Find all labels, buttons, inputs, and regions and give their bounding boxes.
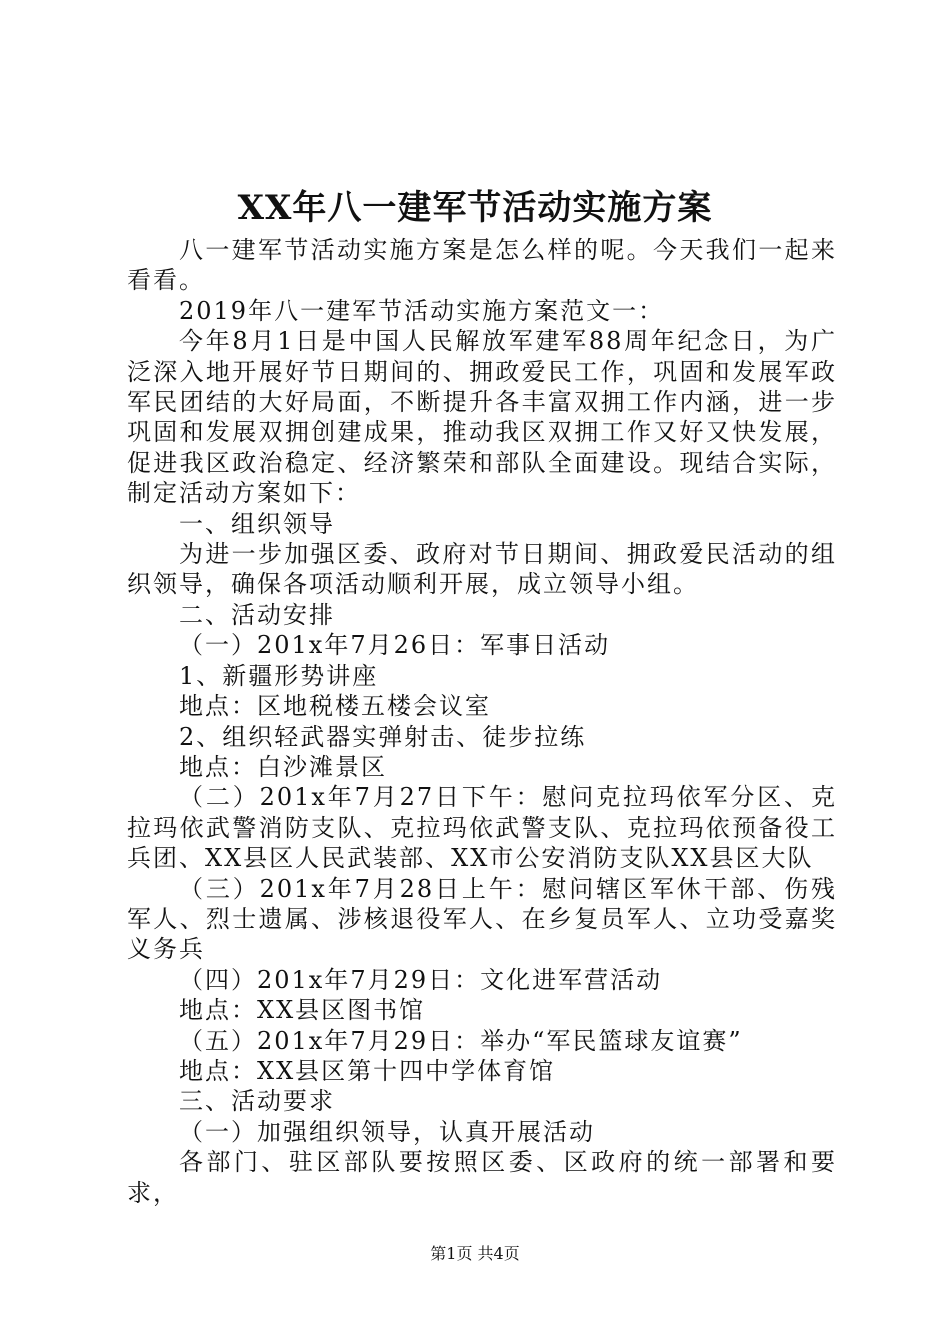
document-body bbox=[127, 235, 837, 1208]
paragraph: （五）201x年7月29日：举办“军民篮球友谊赛” bbox=[179, 1026, 743, 1055]
section-heading: 一、组织领导 bbox=[179, 509, 335, 538]
paragraph: （三）201x年7月28日上午：慰问辖区军休干部、伤残军人、烈士遗属、涉核退役军人、在乡复员军人、立功受嘉奖义务兵 bbox=[127, 874, 837, 964]
document-title: XX年八一建军节活动实施方案 bbox=[237, 188, 713, 228]
page-footer: 第1页 共4页 bbox=[430, 1244, 520, 1263]
paragraph: 八一建军节活动实施方案是怎么样的呢。今天我们一起来看看。 bbox=[127, 236, 837, 295]
paragraph: 地点：XX县区图书馆 bbox=[179, 996, 426, 1025]
paragraph: （一）加强组织领导，认真开展活动 bbox=[179, 1117, 595, 1146]
paragraph: （二）201x年7月27日下午：慰问克拉玛依军分区、克拉玛依武警消防支队、克拉玛依武警支队、克拉玛依预备役工兵团、XX县区人民武装部、XX市公安消防支队XX县区大队 bbox=[127, 783, 837, 873]
paragraph: 2、组织轻武器实弹射击、徒步拉练 bbox=[179, 722, 587, 751]
paragraph: 今年8月1日是中国人民解放军建军88周年纪念日，为广泛深入地开展好节日期间的、拥政爱民工作，巩固和发展军政军民团结的大好局面，不断提升各丰富双拥工作内涵，进一步巩固和发展双拥创建成果，推动我区双拥工作又好又快发展，促进我区政治稳定、经济繁荣和部队全面建设。现结合实际，制定活动方案如下： bbox=[127, 327, 837, 508]
paragraph: 各部门、驻区部队要按照区委、区政府的统一部署和要求， bbox=[127, 1148, 837, 1207]
paragraph: （一）201x年7月26日：军事日活动 bbox=[179, 631, 611, 660]
section-heading: 二、活动安排 bbox=[179, 600, 335, 629]
paragraph: 地点：XX县区第十四中学体育馆 bbox=[179, 1056, 556, 1085]
paragraph: 地点：区地税楼五楼会议室 bbox=[179, 692, 491, 721]
paragraph: 地点：白沙滩景区 bbox=[179, 752, 387, 781]
paragraph: （四）201x年7月29日：文化进军营活动 bbox=[179, 965, 663, 994]
paragraph: 1、新疆形势讲座 bbox=[179, 661, 379, 690]
paragraph: 2019年八一建军节活动实施方案范文一： bbox=[179, 296, 665, 325]
paragraph: 为进一步加强区委、政府对节日期间、拥政爱民活动的组织领导，确保各项活动顺利开展，成立领导小组。 bbox=[127, 540, 837, 599]
section-heading: 三、活动要求 bbox=[179, 1087, 335, 1116]
